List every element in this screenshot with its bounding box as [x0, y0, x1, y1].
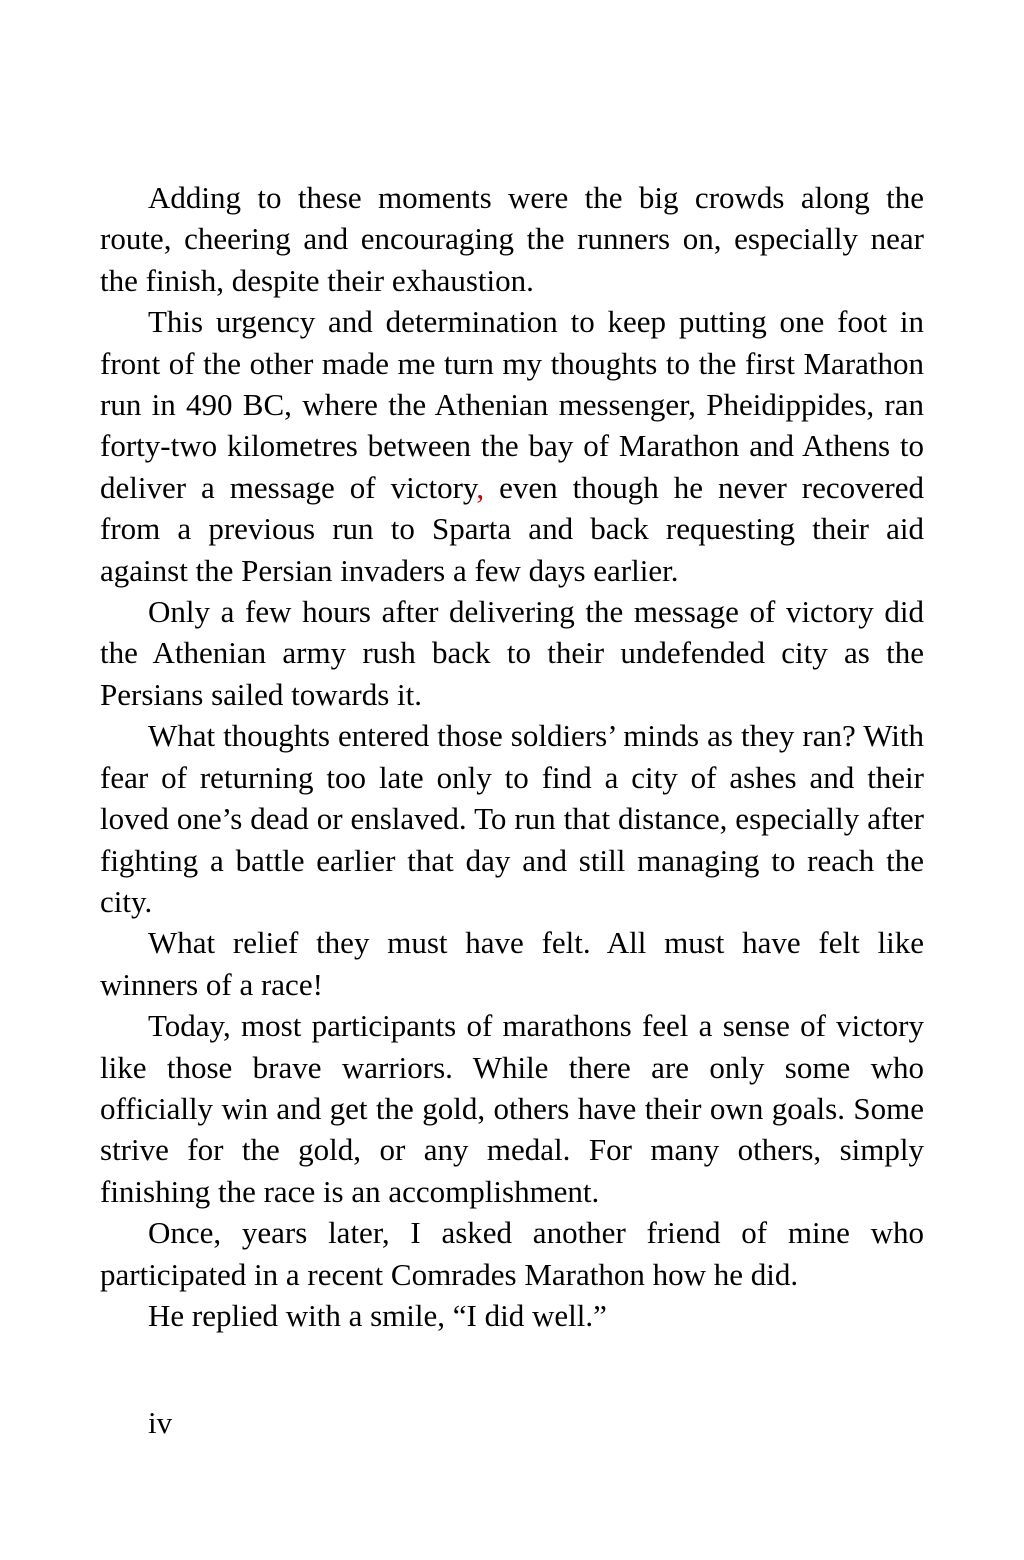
- paragraph: Adding to these moments were the big crowds along the route, cheering and encouraging the runners on, especially near the finish, despite their exhaustion.: [100, 180, 924, 298]
- red-comma: ,: [476, 469, 485, 505]
- paragraph-text: This urgency and determination to keep putting one foot in front of the other made me turn my thoughts to the first Marathon run in 490 BC, where the Athenian messenger, Pheidippides, ran forty-two kilometres between the bay of Marathon and Athens to deliver a message of victory: [100, 304, 924, 505]
- paragraph: Only a few hours after delivering the message of victory did the Athenian army rush back to their undefended city as the Persians sailed towards it.: [100, 594, 924, 712]
- paragraph: He replied with a smile, “I did well.”: [148, 1297, 607, 1333]
- paragraph-text: even though he never recovered from a previous run to Sparta and back requesting their aid against the Persian invaders a few days earlier.: [100, 469, 924, 588]
- paragraph: What thoughts entered those soldiers’ minds as they ran? With fear of returning too late only to find a city of ashes and their loved one’s dead or enslaved. To run that distance, especially after fighting a battle earlier that day and still managing to reach the city.: [100, 718, 924, 919]
- paragraph: Today, most participants of marathons feel a sense of victory like those brave warriors. While there are only some who officially win and get the gold, others have their own goals. Some strive for the gold, or any medal. For many others, simply finishing the race is an accomplishment.: [100, 1008, 924, 1209]
- paragraph: What relief they must have felt. All must have felt like winners of a race!: [100, 925, 924, 1002]
- body-text: [100, 177, 924, 1336]
- paragraph: [100, 301, 924, 591]
- page-number: iv: [148, 1405, 173, 1440]
- paragraph: Once, years later, I asked another friend of mine who participated in a recent Comrades Marathon how he did.: [100, 1215, 924, 1292]
